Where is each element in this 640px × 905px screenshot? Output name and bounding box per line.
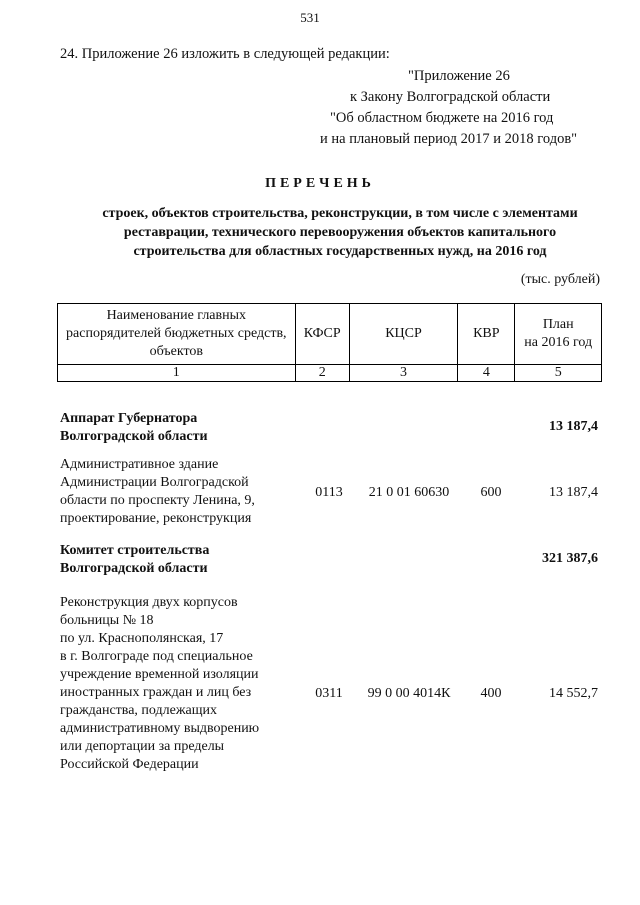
object-name-line: проектирование, реконструкция — [60, 511, 252, 526]
cell-kvr: 400 — [480, 686, 502, 701]
group-name — [60, 542, 305, 578]
object-name-line: иностранных граждан и лиц без — [60, 685, 252, 700]
page-number: 531 — [300, 10, 320, 25]
group-name-line: Волгоградской области — [60, 561, 208, 576]
group-name-line: Аппарат Губернатора — [60, 411, 198, 426]
cell-kfsr: 0311 — [315, 686, 343, 701]
appendix-line-2: к Закону Волгоградской области — [350, 89, 551, 105]
cell-plan: 14 552,7 — [549, 686, 598, 701]
group-row — [60, 542, 600, 582]
header-name — [58, 304, 296, 365]
group-name-line: Волгоградской области — [60, 429, 208, 444]
cell-kcsr: 99 0 00 4014К — [367, 686, 451, 701]
object-name-line: в г. Волгограде под специальное — [60, 649, 253, 664]
cell-kvr: 600 — [480, 485, 502, 500]
object-name-line: учреждение временной изоляции — [60, 667, 259, 682]
object-name-line: Российской Федерации — [60, 757, 199, 772]
appendix-header — [290, 66, 640, 150]
object-name-line: Администрации Волгоградской — [60, 475, 249, 490]
appendix-line-4: и на плановый период 2017 и 2018 годов" — [320, 131, 578, 147]
subtitle-line-3: строительства для областных государственных нужд, на 2016 год — [133, 244, 547, 259]
appendix-line-1: "Приложение 26 — [408, 68, 510, 84]
header-kfsr: КФСР — [295, 304, 349, 365]
column-number: 5 — [515, 365, 602, 382]
header-kvr: КВР — [458, 304, 515, 365]
document-subtitle — [60, 204, 620, 261]
column-number: 1 — [58, 365, 296, 382]
object-name-line: гражданства, подлежащих — [60, 703, 218, 718]
intro-text: 24. Приложение 26 изложить в следующей редакции: — [60, 46, 390, 62]
subtitle-line-2: реставрации, технического перевооружения объектов капитального — [123, 225, 557, 240]
header-name-line: Наименование главных — [106, 308, 247, 323]
object-name-line: по ул. Краснополянская, 17 — [60, 631, 224, 646]
object-name — [60, 594, 305, 774]
group-row — [60, 410, 600, 450]
header-plan-line: на 2016 год — [524, 335, 593, 350]
table-row — [60, 456, 600, 532]
object-name-line: Реконструкция двух корпусов — [60, 595, 238, 610]
object-name — [60, 456, 305, 528]
header-plan — [515, 304, 602, 365]
group-total: 321 387,6 — [542, 551, 598, 566]
column-number: 4 — [458, 365, 515, 382]
object-name-line: Административное здание — [60, 457, 219, 472]
table-row — [60, 594, 600, 780]
units-label: (тыс. рублей) — [520, 272, 600, 287]
cell-plan: 13 187,4 — [549, 485, 598, 500]
group-name — [60, 410, 305, 446]
header-name-line: распорядителей бюджетных средств, — [66, 326, 287, 341]
group-name-line: Комитет строительства — [60, 543, 210, 558]
object-name-line: области по проспекту Ленина, 9, — [60, 493, 255, 508]
document-heading: ПЕРЕЧЕНЬ — [265, 176, 375, 191]
column-number-row — [58, 365, 602, 382]
object-name-line: больницы № 18 — [60, 613, 154, 628]
object-name-line: или депортации за пределы — [60, 739, 225, 754]
appendix-line-3: "Об областном бюджете на 2016 год — [330, 110, 554, 126]
header-row — [58, 304, 602, 365]
cell-kfsr: 0113 — [315, 485, 343, 500]
cell-kcsr: 21 0 01 60630 — [368, 485, 450, 500]
header-plan-line: План — [542, 317, 574, 332]
column-number: 2 — [295, 365, 349, 382]
header-kcsr: КЦСР — [349, 304, 457, 365]
subtitle-line-1: строек, объектов строительства, реконструкции, в том числе с элементами — [102, 206, 578, 221]
budget-table-header — [57, 303, 602, 382]
column-number: 3 — [349, 365, 457, 382]
group-total: 13 187,4 — [549, 419, 598, 434]
header-name-line: объектов — [149, 344, 203, 359]
object-name-line: административному выдворению — [60, 721, 260, 736]
